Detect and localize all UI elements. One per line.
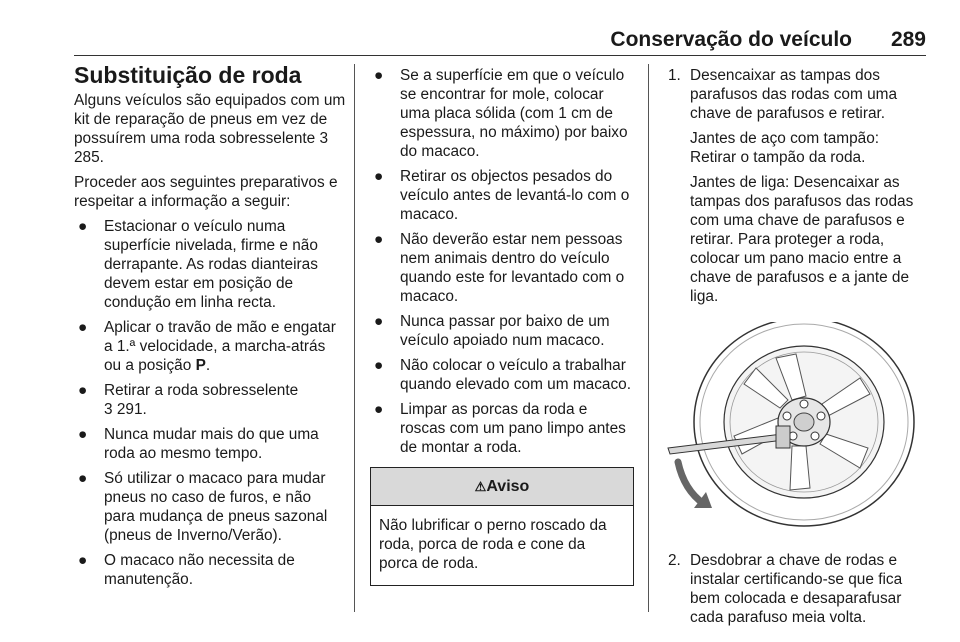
list-item: ● Nunca mudar mais do que uma roda ao mesmo tempo. — [78, 426, 319, 462]
steps-list-continued — [664, 551, 926, 627]
list-item: ● Limpar as porcas da roda e roscas com um pano limpo antes de montar a roda. — [374, 401, 626, 456]
bullet-icon: ● — [78, 426, 88, 443]
prep-paragraph: Proceder aos seguintes preparativos e respeitar a informação a seguir: — [74, 174, 338, 210]
section-heading: Substituição de roda — [74, 62, 302, 88]
intro-paragraph — [74, 91, 346, 167]
bullet-icon: ● — [374, 401, 384, 418]
list-item: ● Estacionar o veículo numa superfície nivelada, firme e não derrapante. As rodas dianteiras devem estar em posição de condução em linha recta. — [78, 218, 318, 311]
list-item: ● Retirar a roda sobresselente 3 291. — [78, 382, 299, 418]
list-item: ● Nunca passar por baixo de um veículo apoiado num macaco. — [374, 313, 610, 349]
section-title: Conservação do veículo — [610, 28, 852, 51]
bullet-icon: ● — [78, 382, 88, 399]
warning-icon: ⚠ — [474, 479, 487, 494]
list-item: ● Se a superfície em que o veículo se encontrar for mole, colocar uma placa sólida (com 1 cm de espessura, no máximo) por baixo do macaco. — [374, 67, 628, 160]
ref-arrow-icon[interactable]: 3 — [104, 401, 113, 418]
warning-text: Não lubrificar o perno roscado da roda, porca de roda e cone da porca de roda. — [379, 517, 607, 572]
column-2 — [370, 66, 634, 586]
steps-list — [664, 66, 926, 306]
ref-arrow-icon[interactable]: 3 — [319, 130, 329, 147]
step-1: 1. Desencaixar as tampas dos parafusos das rodas com uma chave de parafusos e retirar. Jantes de aço com tampão: Retirar o tampão da roda. Jantes de liga: Desencaixar as tampas dos parafusos das rodas com uma chave de parafusos e retirar. Para proteger a roda, colocar um pano macio entre a chave de parafusos e a jante de liga. — [668, 67, 914, 305]
list-item: ● Aplicar o travão de mão e engatar a 1.ª velocidade, a marcha-atrás ou a posição P. — [78, 319, 336, 374]
list-item: ● O macaco não necessita de manutenção. — [78, 552, 295, 588]
spare-wheel-page-ref[interactable]: 291. — [116, 401, 147, 418]
prep-list — [74, 217, 346, 589]
column-1 — [74, 61, 346, 595]
bullet-icon: ● — [78, 218, 88, 235]
warning-box — [370, 467, 634, 586]
bullet-icon: ● — [374, 168, 384, 185]
header-rule — [74, 55, 926, 56]
step-number: 2. — [668, 552, 681, 569]
bullet-icon: ● — [374, 67, 384, 84]
list-item: ● Não deverão estar nem pessoas nem animais dentro do veículo quando este for levantado com o macaco. — [374, 231, 625, 305]
list-item: ● Retirar os objectos pesados do veículo antes de levantá-lo com o macaco. — [374, 168, 630, 223]
list-item: ● Só utilizar o macaco para mudar pneus no caso de furos, e não para mudança de pneus sazonal (pneus de Inverno/Verão). — [78, 470, 328, 544]
warning-box-header — [371, 468, 633, 506]
warning-title: Aviso — [486, 478, 530, 495]
page-number: 289 — [890, 28, 926, 51]
safety-list — [370, 66, 634, 457]
bullet-icon: ● — [374, 313, 384, 330]
wheel-wrench-illustration — [664, 322, 926, 528]
bullet-icon: ● — [78, 319, 88, 336]
page-header — [74, 28, 926, 54]
step-number: 1. — [668, 67, 681, 84]
bullet-icon: ● — [374, 231, 384, 248]
intro-page-ref[interactable]: 285. — [74, 149, 104, 166]
column-divider-1 — [354, 64, 355, 612]
bullet-icon: ● — [78, 470, 88, 487]
bullet-icon: ● — [374, 357, 384, 374]
gear-position-p: P — [195, 357, 206, 374]
bullet-icon: ● — [78, 552, 88, 569]
column-3 — [664, 66, 926, 633]
column-divider-2 — [648, 64, 649, 612]
step-2: 2. Desdobrar a chave de rodas e instalar certificando-se que fica bem colocada e desaparafusar cada parafuso meia volta. — [668, 552, 903, 626]
list-item: ● Não colocar o veículo a trabalhar quando elevado com um macaco. — [374, 357, 631, 393]
intro-text: Alguns veículos são equipados com um kit de reparação de pneus em vez de possuírem uma roda sobresselente — [74, 92, 346, 147]
